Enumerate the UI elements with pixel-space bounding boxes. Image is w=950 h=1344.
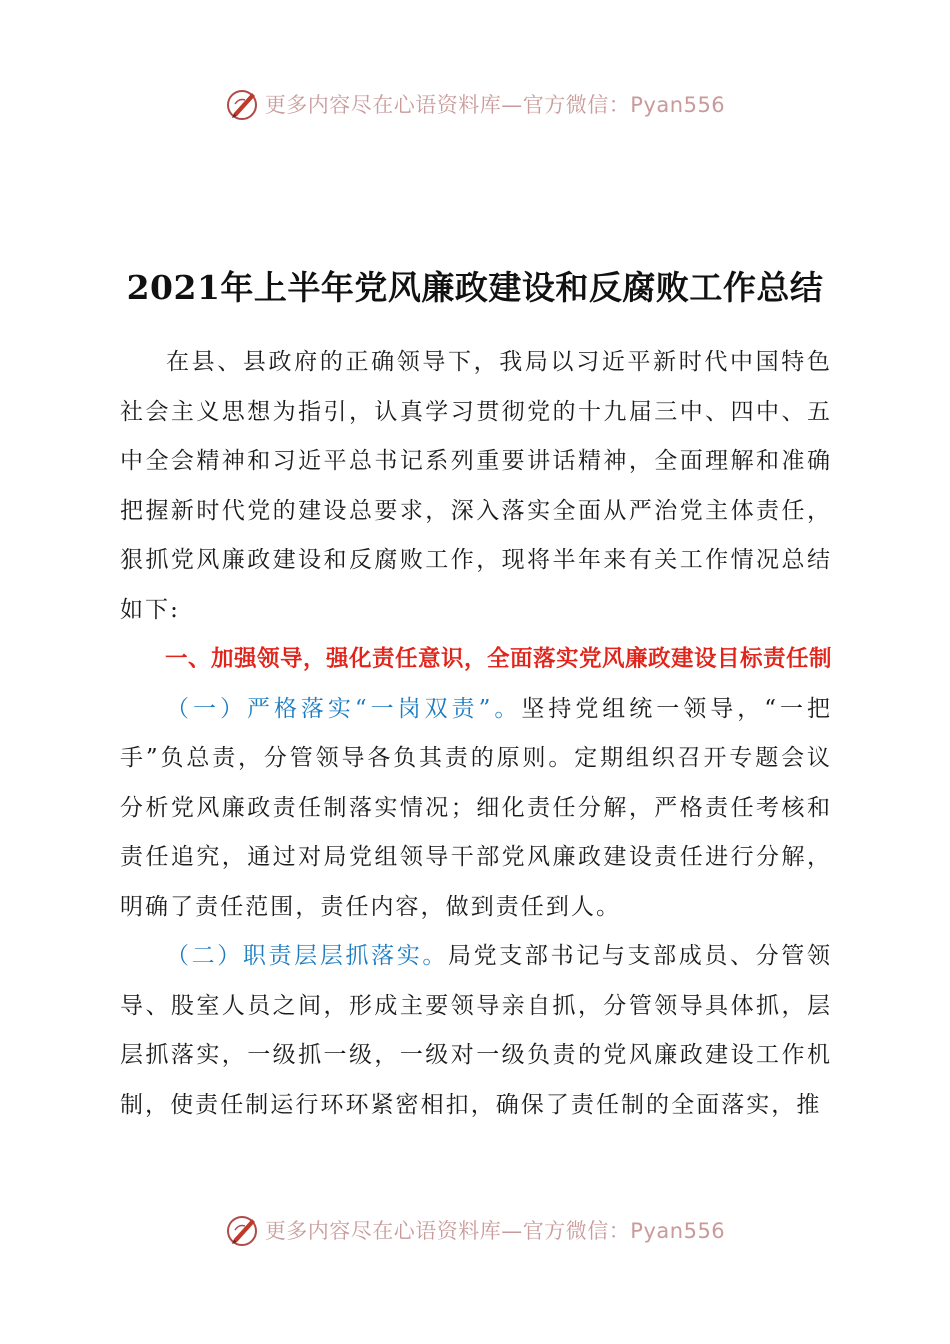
section-heading-1: 一、加强领导，强化责任意识，全面落实党风廉政建设目标责任制	[165, 646, 833, 672]
subsection-text: 局党支部书记与支部成员、分管领导、股室人员之间，形成主要领导亲自抓，分管领导具体抓，层层抓落实，一级抓一级，一级对一级负责的党风廉政建设工作机制，使责任制运行环环紧密相扣，确保了责任制的全面落实，推	[120, 943, 832, 1118]
document-title: 2021年上半年党风廉政建设和反腐败工作总结	[126, 268, 824, 307]
pen-logo-icon	[225, 86, 261, 122]
watermark-text: 更多内容尽在心语资料库—官方微信：Pyan556	[264, 1219, 726, 1243]
watermark-text: 更多内容尽在心语资料库—官方微信：Pyan556	[264, 93, 726, 117]
document-body	[120, 338, 832, 1130]
subsection-label: （一）严格落实“一岗双责”。	[166, 695, 522, 722]
pen-logo-icon	[225, 1212, 261, 1248]
subsection-1	[120, 685, 832, 933]
intro-paragraph: 在县、县政府的正确领导下，我局以习近平新时代中国特色社会主义思想为指引，认真学习贯彻党的十九届三中、四中、五中全会精神和习近平总书记系列重要讲话精神，全面理解和准确把握新时代党的建设总要求，深入落实全面从严治党主体责任，狠抓党风廉政建设和反腐败工作，现将半年来有关工作情况总结如下:	[120, 349, 832, 623]
subsection-text: 坚持党组统一领导，“一把手”负总责，分管领导各负其责的原则。定期组织召开专题会议分析党风廉政责任制落实情况；细化责任分解，严格责任考核和责任追究，通过对局党组领导干部党风廉政建设责任进行分解，明确了责任范围，责任内容，做到责任到人。	[120, 695, 833, 920]
subsection-2	[120, 932, 832, 1130]
subsection-label: （二）职责层层抓落实。	[166, 943, 449, 969]
watermark-banner-bottom	[0, 1210, 950, 1250]
watermark-banner-top	[0, 84, 950, 124]
